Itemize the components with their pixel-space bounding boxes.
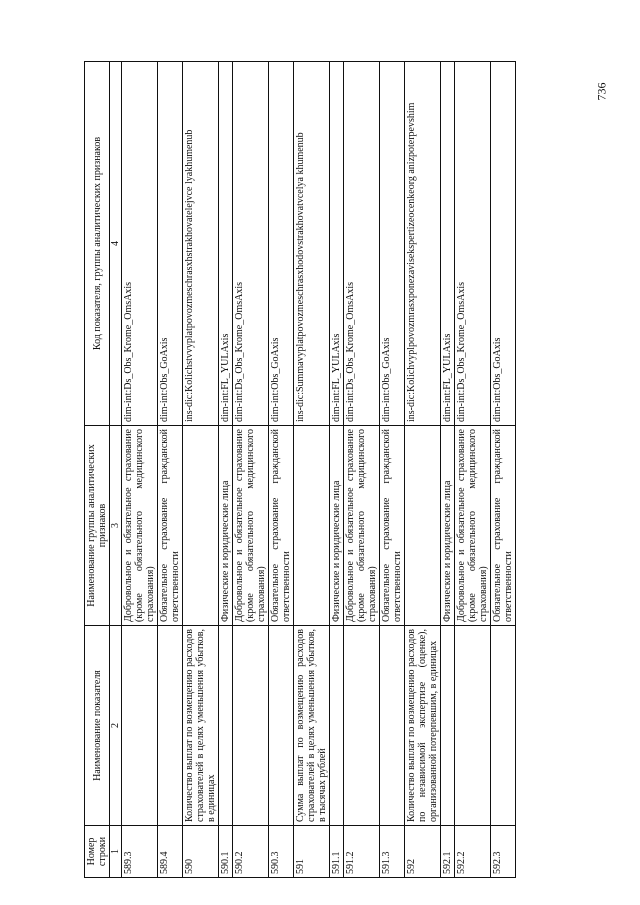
indicator-name bbox=[158, 626, 183, 826]
group-name: Физические и юридические лица bbox=[219, 426, 233, 626]
indicator-code: dim-int:Ds_Obs_Krome_OmsAxis bbox=[233, 62, 269, 426]
table-row bbox=[491, 62, 516, 878]
indicator-code: ins-dic:Summavyplatpovozmeschrasxhodovstrakhovatvcelya khumenub bbox=[294, 62, 330, 426]
column-number: 3 bbox=[110, 426, 122, 626]
table-row bbox=[441, 62, 455, 878]
table-row bbox=[294, 62, 330, 878]
header-group-name: Наименование группы аналитических признаков bbox=[85, 426, 110, 626]
table-row bbox=[233, 62, 269, 878]
indicator-name bbox=[380, 626, 405, 826]
indicator-code: dim-int:Obs_GoAxis bbox=[269, 62, 294, 426]
indicator-code: dim-int:Obs_GoAxis bbox=[380, 62, 405, 426]
row-number: 592 bbox=[405, 826, 441, 878]
group-name: Добровольное и обязательное страхование (кроме обязательного медицинского страхования) bbox=[344, 426, 380, 626]
header-row-number: Номер строки bbox=[85, 826, 110, 878]
indicator-name: Сумма выплат по возмещению расходов страхователей в целях уменьшения убытков, в тысячах рублей bbox=[294, 626, 330, 826]
row-number: 590.3 bbox=[269, 826, 294, 878]
table-row bbox=[405, 62, 441, 878]
header-code: Код показателя, группы аналитических признаков bbox=[85, 62, 110, 426]
group-name: Обязательное страхование гражданской ответственности bbox=[380, 426, 405, 626]
indicator-name bbox=[122, 626, 158, 826]
page-number: 736 bbox=[594, 82, 609, 101]
group-name: Добровольное и обязательное страхование (кроме обязательного медицинского страхования) bbox=[122, 426, 158, 626]
table-row bbox=[269, 62, 294, 878]
row-number: 592.2 bbox=[455, 826, 491, 878]
row-number: 591.1 bbox=[330, 826, 344, 878]
table-row bbox=[330, 62, 344, 878]
group-name bbox=[405, 426, 441, 626]
group-name: Физические и юридические лица bbox=[330, 426, 344, 626]
row-number: 589.4 bbox=[158, 826, 183, 878]
indicator-name bbox=[344, 626, 380, 826]
indicator-name: Количество выплат по возмещению расходов по независимой экспертизе (оценке), организованной потерпевшим, в единицах bbox=[405, 626, 441, 826]
row-number: 590.1 bbox=[219, 826, 233, 878]
group-name: Физические и юридические лица bbox=[441, 426, 455, 626]
column-number: 4 bbox=[110, 62, 122, 426]
indicator-code: dim-int:Ds_Obs_Krome_OmsAxis bbox=[122, 62, 158, 426]
group-name: Обязательное страхование гражданской ответственности bbox=[491, 426, 516, 626]
table-row bbox=[344, 62, 380, 878]
indicator-name bbox=[491, 626, 516, 826]
row-number: 592.3 bbox=[491, 826, 516, 878]
group-name: Обязательное страхование гражданской ответственности bbox=[158, 426, 183, 626]
group-name: Добровольное и обязательное страхование (кроме обязательного медицинского страхования) bbox=[455, 426, 491, 626]
table-row bbox=[122, 62, 158, 878]
indicator-name bbox=[330, 626, 344, 826]
indicator-code: ins-dic:Kolichstvvyplatpovozmeschrasxhstrakhovatelejvce lyakhumenub bbox=[183, 62, 219, 426]
indicator-name bbox=[269, 626, 294, 826]
row-number: 592.1 bbox=[441, 826, 455, 878]
table-row bbox=[219, 62, 233, 878]
column-number-row bbox=[110, 62, 122, 878]
group-name bbox=[294, 426, 330, 626]
row-number: 591.3 bbox=[380, 826, 405, 878]
indicator-code: dim-int:Ds_Obs_Krome_OmsAxis bbox=[455, 62, 491, 426]
row-number: 590.2 bbox=[233, 826, 269, 878]
table-row bbox=[158, 62, 183, 878]
indicator-code: ins-dic:Kolichvyplpovozmrasxponezavisekspertizeocenkeorg anizpoterpevshim bbox=[405, 62, 441, 426]
table-row bbox=[455, 62, 491, 878]
indicator-name bbox=[233, 626, 269, 826]
indicator-code: dim-int:Obs_GoAxis bbox=[158, 62, 183, 426]
group-name: Добровольное и обязательное страхование (кроме обязательного медицинского страхования) bbox=[233, 426, 269, 626]
indicator-code: dim-int:FL_YULAxis bbox=[219, 62, 233, 426]
indicator-name: Количество выплат по возмещению расходов страхователей в целях уменьшения убытков, в единицах bbox=[183, 626, 219, 826]
indicator-name bbox=[455, 626, 491, 826]
rotated-table-wrapper bbox=[84, 62, 604, 878]
row-number: 591.2 bbox=[344, 826, 380, 878]
row-number: 591 bbox=[294, 826, 330, 878]
indicator-code: dim-int:FL_YULAxis bbox=[330, 62, 344, 426]
indicator-name bbox=[219, 626, 233, 826]
indicators-table bbox=[84, 61, 516, 878]
table-row bbox=[183, 62, 219, 878]
indicator-code: dim-int:FL_YULAxis bbox=[441, 62, 455, 426]
column-number: 1 bbox=[110, 826, 122, 878]
column-number: 2 bbox=[110, 626, 122, 826]
indicator-code: dim-int:Obs_GoAxis bbox=[491, 62, 516, 426]
group-name: Обязательное страхование гражданской ответственности bbox=[269, 426, 294, 626]
indicator-code: dim-int:Ds_Obs_Krome_OmsAxis bbox=[344, 62, 380, 426]
row-number: 590 bbox=[183, 826, 219, 878]
header-row bbox=[85, 62, 110, 878]
row-number: 589.3 bbox=[122, 826, 158, 878]
table-row bbox=[380, 62, 405, 878]
indicator-name bbox=[441, 626, 455, 826]
group-name bbox=[183, 426, 219, 626]
header-indicator-name: Наименование показателя bbox=[85, 626, 110, 826]
